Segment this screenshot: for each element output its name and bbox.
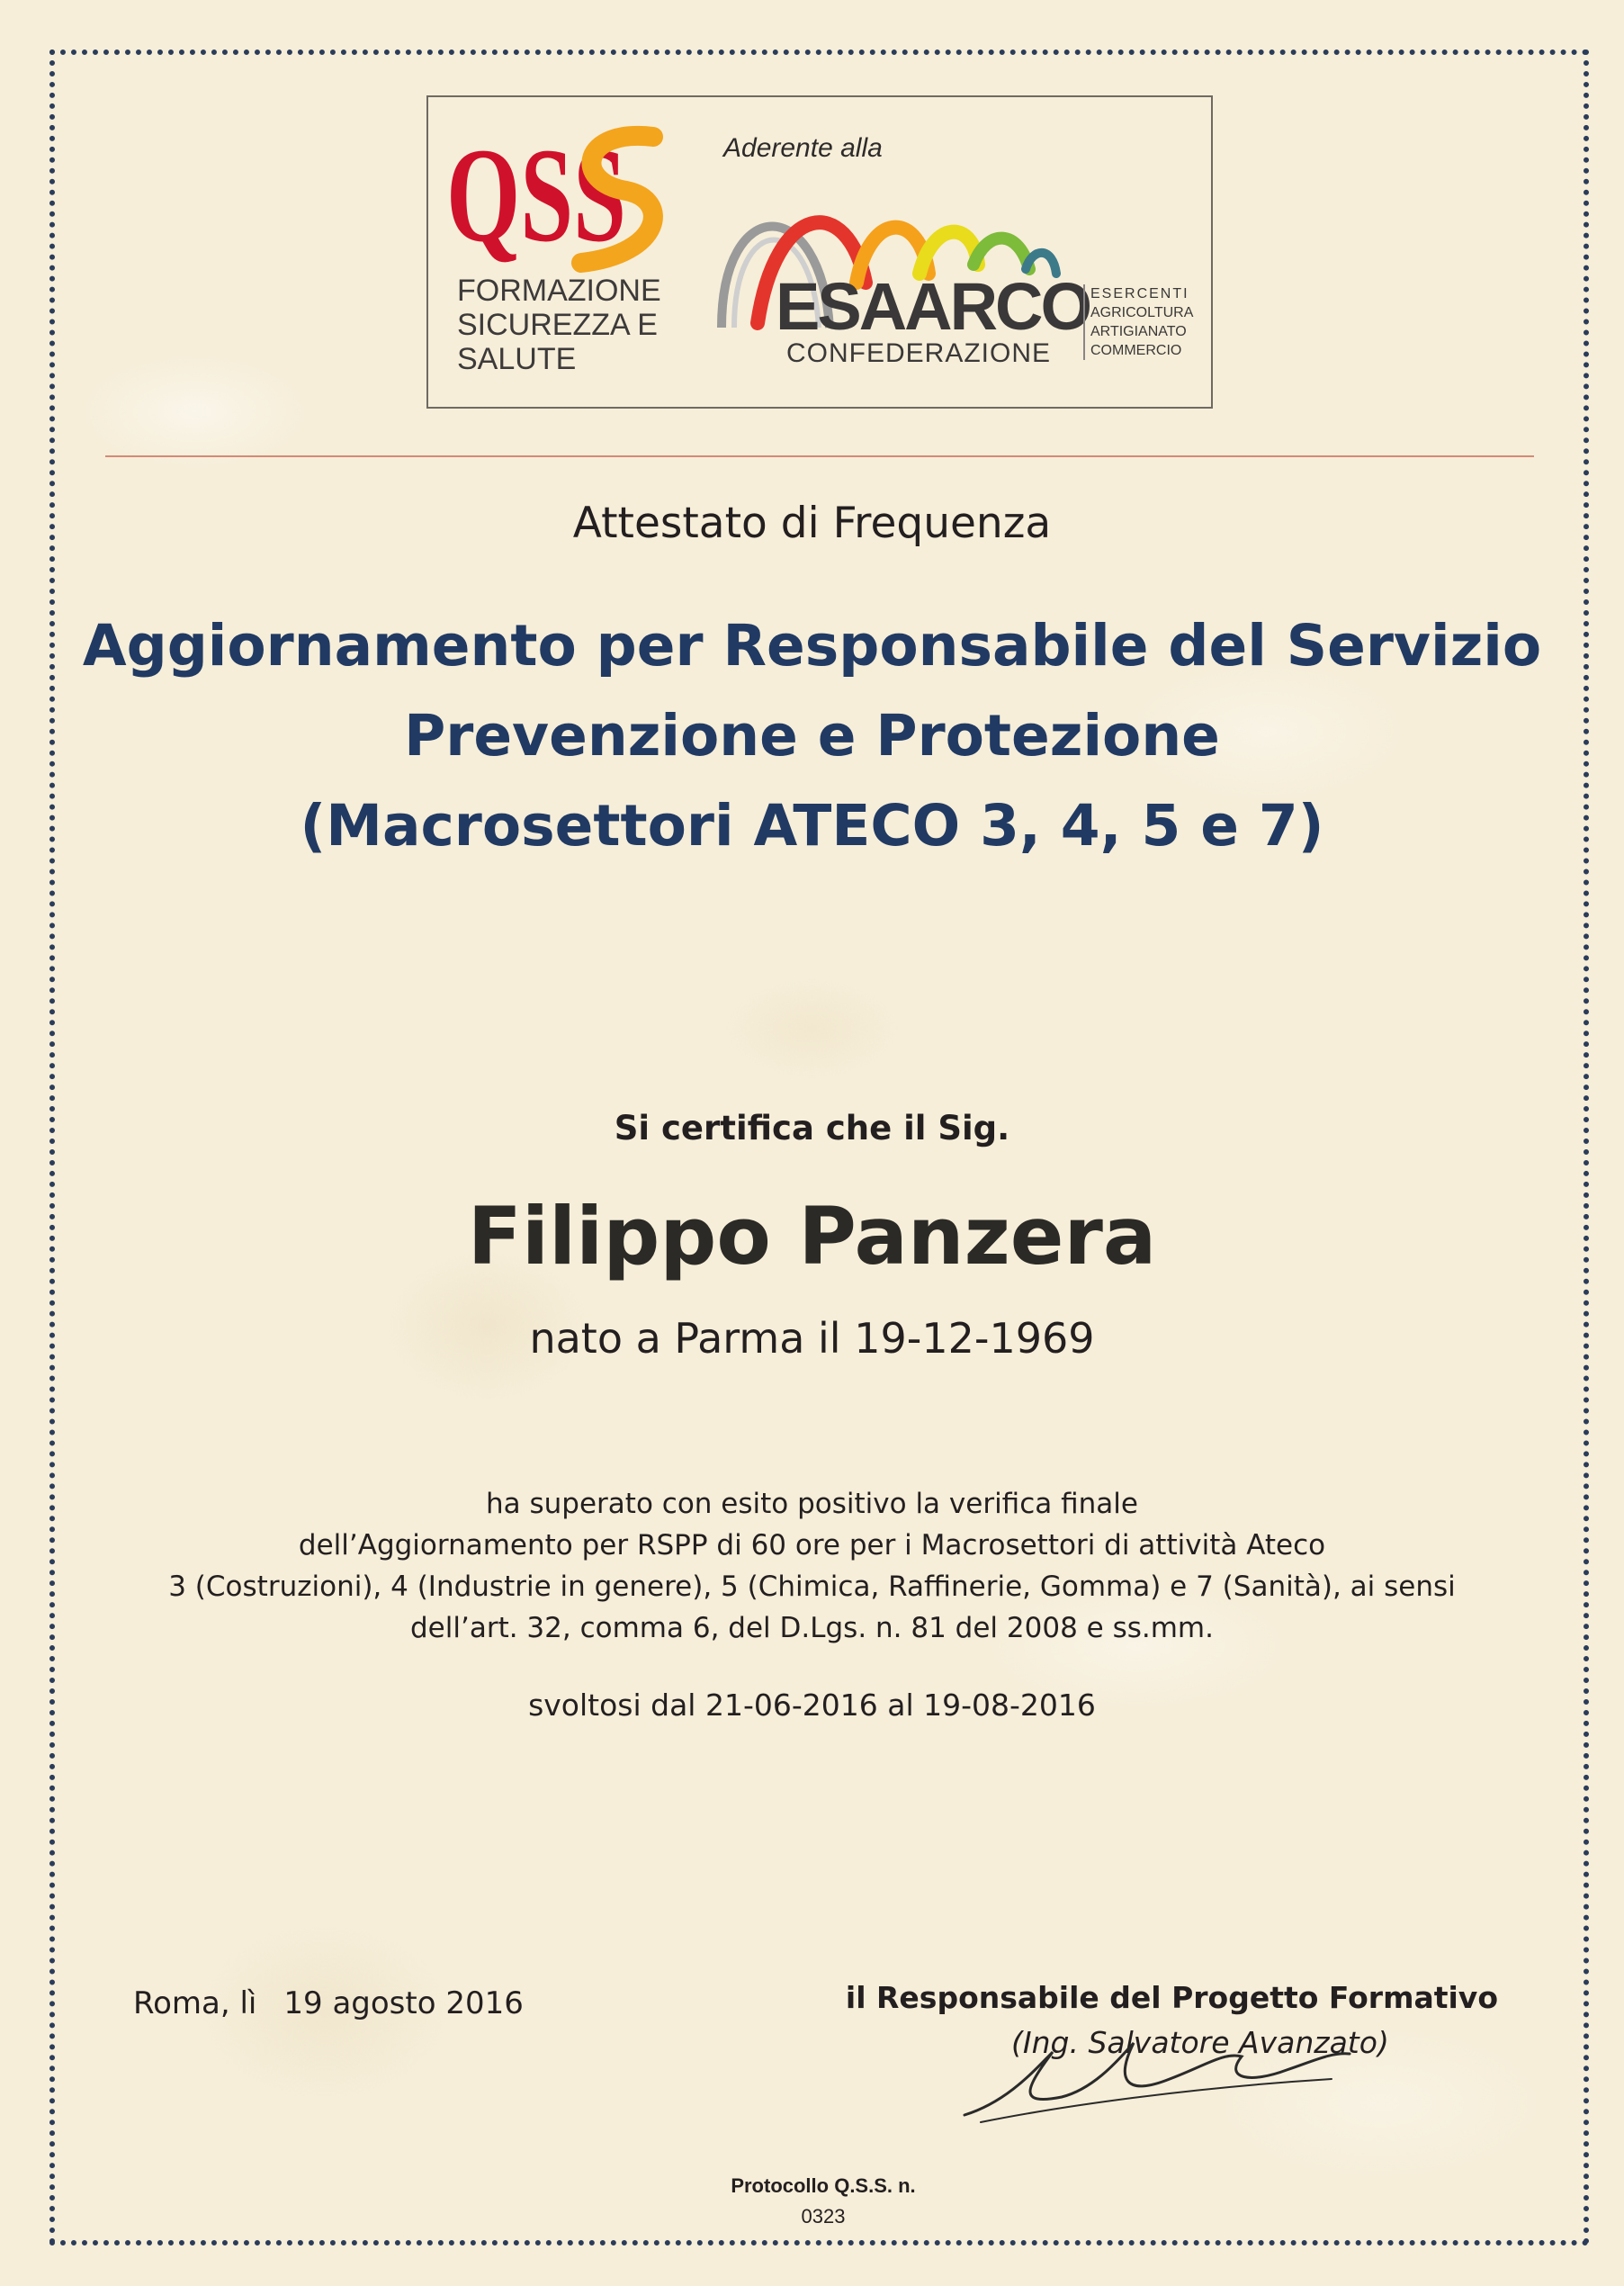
- esaarco-sector: COMMERCIO: [1090, 343, 1182, 358]
- birth-info: nato a Parma il 19-12-1969: [529, 1314, 1095, 1363]
- esaarco-sectors: [1083, 284, 1193, 360]
- esaarco-sector: ARTIGIANATO: [1090, 324, 1187, 339]
- signature-scribble: [954, 2016, 1386, 2133]
- course-title-line: Prevenzione e Protezione: [404, 703, 1220, 769]
- signer-name: (Ing. Salvatore Avanzato): [1011, 2025, 1389, 2060]
- place: Roma, lì: [133, 1985, 257, 2021]
- course-title: [0, 601, 1624, 871]
- body-line: dell’Aggiornamento per RSPP di 60 ore per i Macrosettori di attività Ateco: [298, 1529, 1326, 1562]
- certificate-body: [0, 1483, 1624, 1649]
- issue-date: 19 agosto 2016: [283, 1985, 524, 2021]
- qss-line: SICUREZZA E: [457, 308, 658, 342]
- place-date: [133, 1985, 524, 2021]
- esaarco-name: ESAARCO: [776, 269, 1090, 344]
- qss-line: SALUTE: [457, 342, 577, 376]
- recipient-name: Filippo Panzera: [467, 1190, 1157, 1282]
- esaarco-sector: AGRICOLTURA: [1090, 305, 1194, 320]
- qss-tagline: [457, 274, 661, 376]
- course-period: svoltosi dal 21-06-2016 al 19-08-2016: [528, 1688, 1096, 1723]
- logo-box: [426, 95, 1213, 409]
- qss-logo: [446, 119, 689, 281]
- esaarco-confederazione: CONFEDERAZIONE: [786, 338, 1052, 368]
- body-line: dell’art. 32, comma 6, del D.Lgs. n. 81 del 2008 e ss.mm.: [410, 1612, 1214, 1644]
- qss-logo-text: QSS: [446, 121, 626, 270]
- signer-title: il Responsabile del Progetto Formativo: [845, 1980, 1498, 2015]
- course-title-line: Aggiornamento per Responsabile del Servizio: [82, 613, 1542, 679]
- body-line: 3 (Costruzioni), 4 (Industrie in genere), 5 (Chimica, Raffinerie, Gomma) e 7 (Sanità), ai sensi: [168, 1570, 1456, 1603]
- certification-intro: Si certifica che il Sig.: [614, 1109, 1010, 1148]
- protocol-number: 0323: [801, 2205, 846, 2228]
- esaarco-sector: ESERCENTI: [1090, 286, 1189, 302]
- protocol: [0, 2171, 1624, 2232]
- body-line: ha superato con esito positivo la verifica finale: [486, 1488, 1138, 1520]
- header-divider: [105, 455, 1534, 457]
- certificate-type: Attestato di Frequenza: [572, 499, 1052, 548]
- course-title-line: (Macrosettori ATECO 3, 4, 5 e 7): [300, 793, 1324, 859]
- qss-line: FORMAZIONE: [457, 274, 661, 308]
- aderente-label: Aderente alla: [723, 133, 883, 163]
- protocol-label: Protocollo Q.S.S. n.: [731, 2174, 916, 2197]
